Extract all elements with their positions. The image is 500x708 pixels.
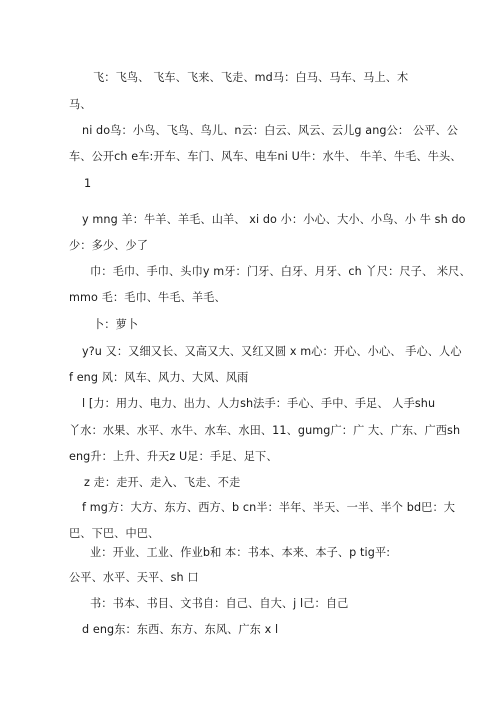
text-line: y mng 羊：牛羊、羊毛、山羊、 xi do 小：小心、大小、小鸟、小 牛 sh do bbox=[82, 213, 466, 226]
text-line: 业：开业、工业、作业b和 本：书本、本来、本子、p tig平: bbox=[90, 546, 391, 559]
text-line: f eng 风：风车、风力、大风、风雨 bbox=[69, 371, 249, 384]
text-line: l [力：用力、电力、出力、人力sh法手：手心、手中、手足、 人手shu bbox=[82, 397, 436, 410]
text-line: z 走：走开、走入、飞走、不走 bbox=[84, 476, 241, 489]
text-line: 公平、水平、天平、sh 口 bbox=[69, 571, 199, 584]
text-line: 飞：飞鸟、 飞车、飞来、飞走、md马：白马、马车、马上、木 bbox=[93, 71, 409, 84]
text-line: 车、公开ch e车:开车、车门、风车、电车ni U牛：水牛、 牛羊、牛毛、牛头、 bbox=[69, 150, 462, 163]
text-line: 卜：萝卜 bbox=[93, 318, 139, 331]
text-line: d eng东：东西、东方、东风、广东 x l bbox=[82, 623, 279, 636]
text-line: 丫水：水果、水平、水牛、水车、水田、11、gumg广：广 大、广东、广西sh bbox=[69, 424, 461, 437]
text-line: 少：多少、少了 bbox=[69, 239, 149, 252]
text-line: 1 bbox=[84, 177, 92, 190]
text-line: 马、 bbox=[69, 98, 92, 111]
text-line: mmo 毛：毛巾、牛毛、羊毛、 bbox=[69, 291, 226, 304]
text-line: 书：书本、书目、文书自：自己、自大、j l己：自己 bbox=[90, 597, 349, 610]
text-line: eng升：上升、升天z U足：手足、足下、 bbox=[69, 450, 278, 463]
text-line: 巴、下巴、中巴、 bbox=[69, 527, 160, 540]
text-line: ni do鸟：小鸟、飞鸟、鸟儿、n云：白云、风云、云儿g ang公： 公平、公 bbox=[82, 124, 459, 137]
text-line: f mg方：大方、东方、西方、b cn半：半年、半天、一半、半个 bd巴：大 bbox=[82, 501, 456, 514]
text-line: y?u 又：又细又长、又高又大、又红又圆 x m心：开心、小心、 手心、人心 bbox=[82, 345, 462, 358]
text-line: 巾：毛巾、手巾、头巾y m牙：门牙、白牙、月牙、ch 丫尺：尺子、 米尺、 bbox=[90, 265, 471, 278]
